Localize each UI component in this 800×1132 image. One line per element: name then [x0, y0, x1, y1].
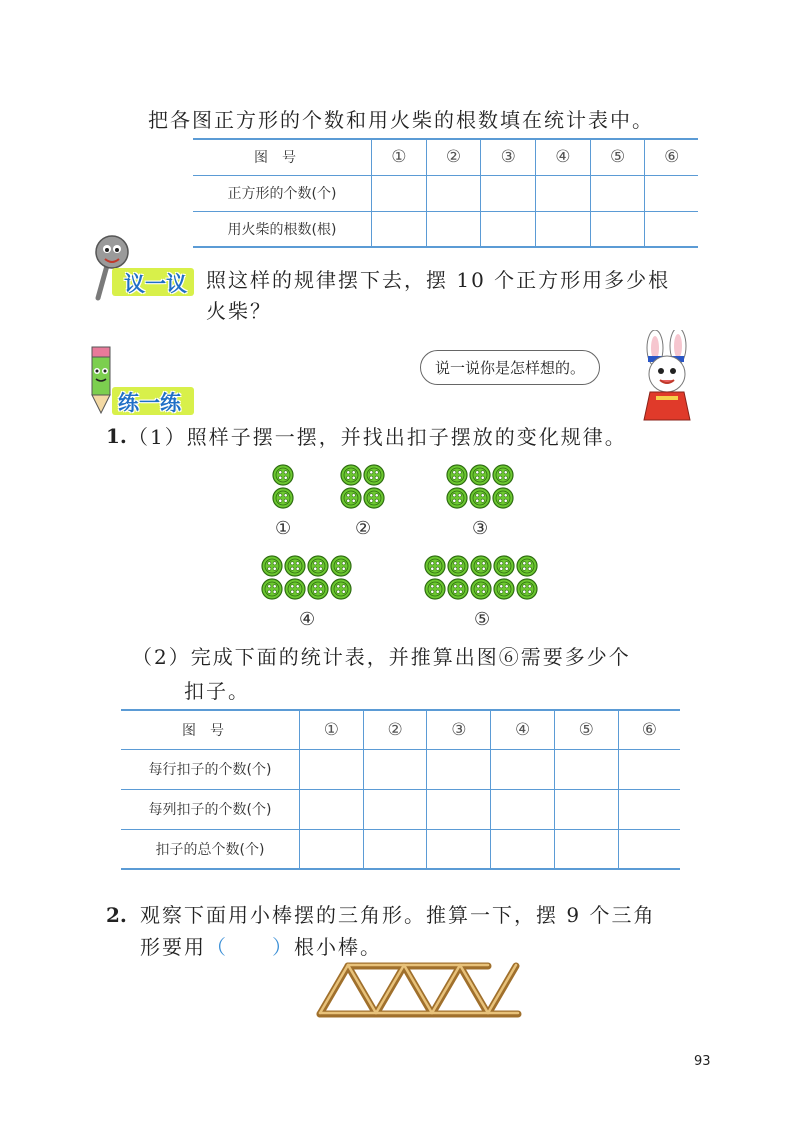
speech-bubble: 说一说你是怎样想的。 — [420, 350, 600, 385]
button-icon — [470, 578, 492, 600]
table-cell[interactable] — [590, 211, 645, 247]
table-column-6: ⑥ — [645, 139, 698, 175]
table-column-5: ⑤ — [554, 710, 618, 749]
table-header-label: 图号 — [193, 139, 372, 175]
button-icon — [307, 555, 329, 577]
table-cell[interactable] — [363, 789, 427, 829]
table-cell[interactable] — [427, 829, 491, 869]
rabbit-mascot-icon — [630, 330, 710, 422]
button-icon — [470, 555, 492, 577]
button-icon — [493, 555, 515, 577]
button-icon — [284, 555, 306, 577]
table-cell[interactable] — [481, 211, 536, 247]
button-figure-2 — [340, 464, 385, 509]
row-label-squares: 正方形的个数(个) — [193, 175, 372, 211]
button-figure-5 — [424, 555, 538, 600]
question-1-number: 1. — [106, 424, 127, 448]
figure-label-3: ③ — [472, 518, 489, 539]
button-figure-1 — [272, 464, 294, 509]
buttons-table — [121, 709, 680, 870]
table-cell[interactable] — [645, 175, 698, 211]
table-cell[interactable] — [372, 175, 427, 211]
answer-blank[interactable]: （ ） — [206, 935, 294, 959]
table-cell[interactable] — [426, 175, 481, 211]
button-icon — [447, 555, 469, 577]
table-cell[interactable] — [427, 749, 491, 789]
row-label-per-column: 每列扣子的个数(个) — [121, 789, 300, 829]
table-column-1: ① — [372, 139, 427, 175]
row-label-total: 扣子的总个数(个) — [121, 829, 300, 869]
table-cell[interactable] — [481, 175, 536, 211]
table-cell[interactable] — [300, 789, 364, 829]
table-column-3: ③ — [427, 710, 491, 749]
button-icon — [363, 487, 385, 509]
button-icon — [363, 464, 385, 486]
figure-label-4: ④ — [299, 609, 316, 630]
button-icon — [446, 487, 468, 509]
table-column-4: ④ — [491, 710, 555, 749]
table-cell[interactable] — [491, 749, 555, 789]
button-icon — [330, 555, 352, 577]
button-icon — [516, 555, 538, 577]
table-cell[interactable] — [372, 211, 427, 247]
figure-label-2: ② — [355, 518, 372, 539]
table-cell[interactable] — [590, 175, 645, 211]
button-icon — [284, 578, 306, 600]
table-cell[interactable] — [363, 829, 427, 869]
table-cell[interactable] — [300, 829, 364, 869]
row-label-per-row: 每行扣子的个数(个) — [121, 749, 300, 789]
table-column-5: ⑤ — [590, 139, 645, 175]
table-cell[interactable] — [554, 789, 618, 829]
table-cell[interactable] — [536, 211, 591, 247]
intro-text: 把各图正方形的个数和用火柴的根数填在统计表中。 — [148, 108, 654, 132]
table-cell[interactable] — [363, 749, 427, 789]
table-cell[interactable] — [300, 749, 364, 789]
figure-label-5: ⑤ — [474, 609, 491, 630]
table-column-3: ③ — [481, 139, 536, 175]
button-icon — [447, 578, 469, 600]
button-icon — [493, 578, 515, 600]
button-icon — [261, 578, 283, 600]
question-1-part2-line1: （2）完成下面的统计表，并推算出图⑥需要多少个 — [132, 645, 631, 669]
table-cell[interactable] — [554, 749, 618, 789]
button-icon — [424, 555, 446, 577]
table-header-label: 图号 — [121, 710, 300, 749]
button-icon — [307, 578, 329, 600]
button-icon — [446, 464, 468, 486]
table-column-1: ① — [300, 710, 364, 749]
button-figure-3 — [446, 464, 514, 509]
table-cell[interactable] — [645, 211, 698, 247]
button-icon — [272, 487, 294, 509]
button-icon — [492, 487, 514, 509]
practice-badge: 练一练 — [118, 391, 181, 415]
button-icon — [340, 487, 362, 509]
table-cell[interactable] — [554, 829, 618, 869]
row-label-matches: 用火柴的根数(根) — [193, 211, 372, 247]
button-icon — [261, 555, 283, 577]
button-figure-4 — [261, 555, 352, 600]
question-2-number: 2. — [106, 903, 127, 927]
question-1-part1: （1）照样子摆一摆，并找出扣子摆放的变化规律。 — [128, 425, 627, 449]
button-icon — [469, 464, 491, 486]
question-2-line2-end: 根小棒。 — [294, 935, 382, 959]
table-cell[interactable] — [491, 789, 555, 829]
table-column-6: ⑥ — [618, 710, 680, 749]
question-1-part2-line2: 扣子。 — [184, 679, 250, 703]
table-cell[interactable] — [536, 175, 591, 211]
table-cell[interactable] — [618, 829, 680, 869]
button-icon — [492, 464, 514, 486]
button-icon — [272, 464, 294, 486]
figure-label-1: ① — [275, 518, 292, 539]
discuss-line-2: 火柴？ — [206, 299, 272, 323]
table-cell[interactable] — [426, 211, 481, 247]
table-column-2: ② — [363, 710, 427, 749]
discuss-badge: 议一议 — [124, 272, 187, 296]
matchstick-table — [193, 138, 698, 248]
button-icon — [469, 487, 491, 509]
page-number: 93 — [694, 1054, 711, 1069]
table-cell[interactable] — [491, 829, 555, 869]
button-icon — [516, 578, 538, 600]
table-cell[interactable] — [427, 789, 491, 829]
discuss-line-1: 照这样的规律摆下去，摆 10 个正方形用多少根 — [206, 268, 671, 292]
matchstick-triangles-figure — [312, 958, 526, 1024]
table-cell[interactable] — [618, 789, 680, 829]
button-icon — [340, 464, 362, 486]
question-2-line2-start: 形要用 — [140, 935, 206, 959]
question-2-line1: 观察下面用小棒摆的三角形。推算一下，摆 9 个三角 — [140, 903, 656, 927]
button-icon — [424, 578, 446, 600]
button-icon — [330, 578, 352, 600]
table-column-2: ② — [426, 139, 481, 175]
table-cell[interactable] — [618, 749, 680, 789]
table-column-4: ④ — [536, 139, 591, 175]
